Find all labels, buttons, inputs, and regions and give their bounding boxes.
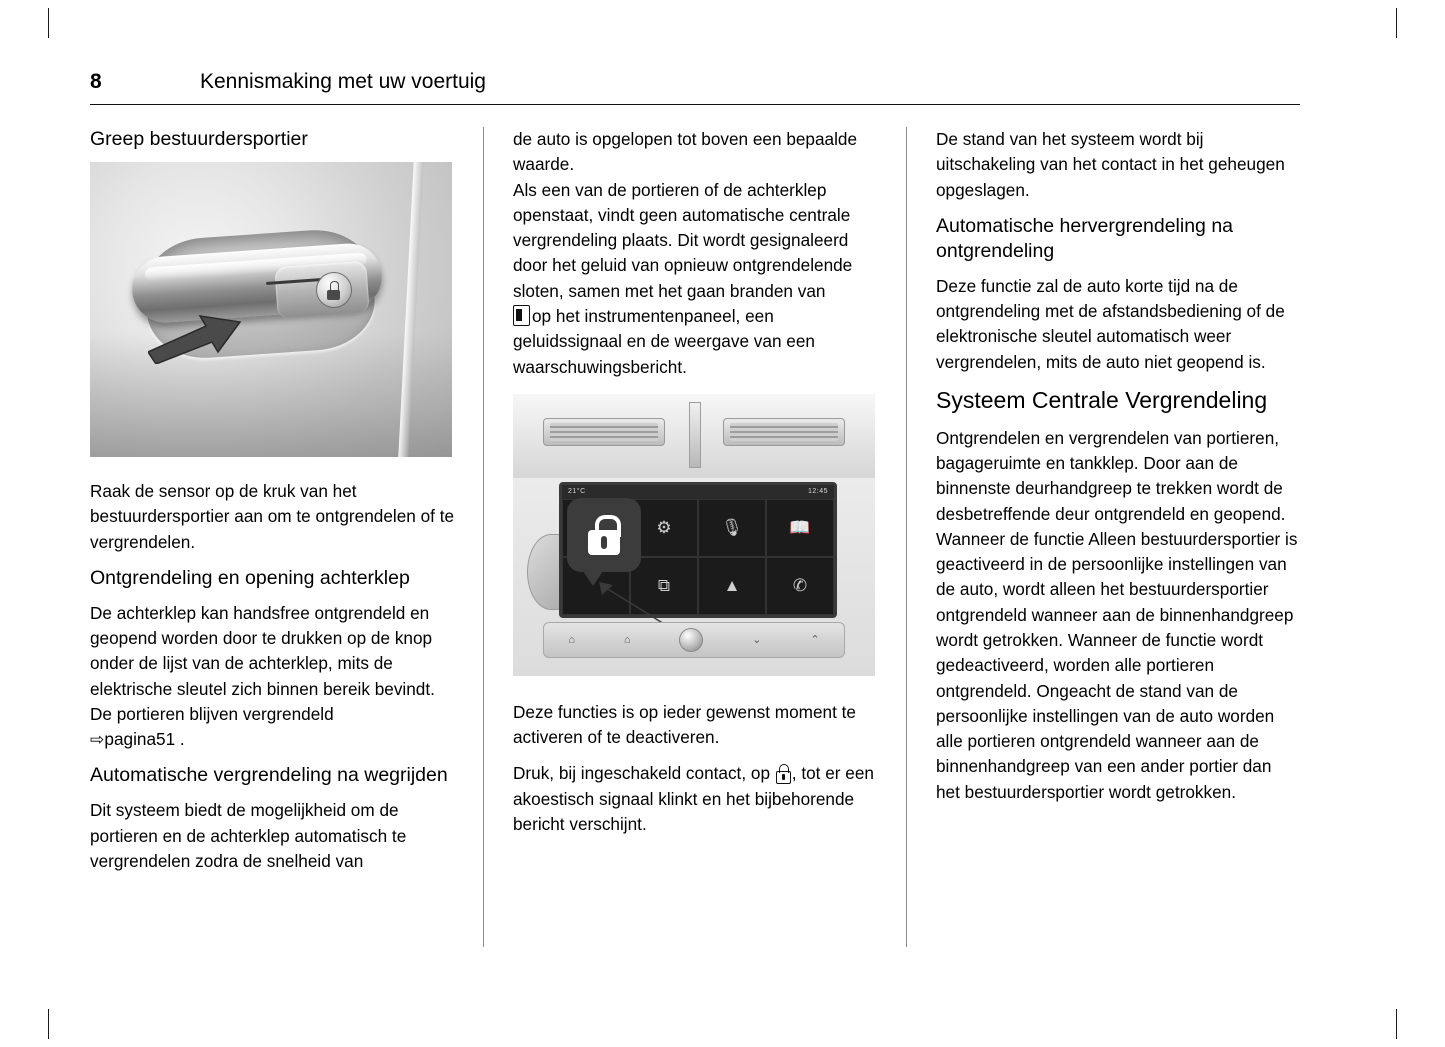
page-reference-label: pagina51 . bbox=[104, 729, 185, 750]
lock-cylinder-icon bbox=[316, 272, 352, 308]
heading-central-locking: Systeem Centrale Vergrendeling bbox=[936, 386, 1268, 413]
paragraph-doors-locked: De portieren blijven vergrendeld bbox=[90, 703, 334, 724]
crop-mark-top-left bbox=[48, 8, 49, 38]
crop-mark-bottom-right bbox=[1396, 1009, 1397, 1039]
page-header bbox=[90, 70, 1300, 105]
paragraph-instrument-icon bbox=[513, 304, 877, 380]
heading-door-handle: Greep bestuurdersportier bbox=[90, 128, 308, 150]
infotainment-screen-illustration bbox=[513, 394, 875, 676]
lock-button-icon bbox=[776, 764, 791, 784]
page-number: 8 bbox=[90, 70, 102, 93]
paragraph-press-button bbox=[513, 761, 877, 837]
paragraph-instrument-icon-text: op het instrumentenpaneel, een geluidssignaal en de weergave van een waarschuwingsbericht. bbox=[513, 305, 815, 377]
page-title: Kennismaking met uw voertuig bbox=[200, 70, 486, 93]
paragraph-relock: Deze functie zal de auto korte tijd na de ontgrendeling met de afstandsbediening of de elektronische sleutel automatisch weer vergrendelen, mits de auto niet geopend is. bbox=[936, 275, 1285, 372]
status-clock: 12:45 bbox=[807, 487, 828, 495]
door-open-warning-icon bbox=[513, 305, 530, 326]
volume-knob[interactable] bbox=[679, 628, 703, 652]
paragraph-speed-continued: de auto is opgelopen tot boven een bepaalde waarde. bbox=[513, 129, 858, 175]
paragraph-sensor: Raak de sensor op de kruk van het bestuurdersportier aan om te ontgrendelen of te vergrendelen. bbox=[90, 480, 455, 552]
book-tile[interactable]: 📖 bbox=[766, 499, 834, 557]
crop-mark-bottom-left bbox=[48, 1009, 49, 1039]
screen-status-bar bbox=[562, 485, 834, 499]
column-left bbox=[90, 127, 454, 962]
lock-popup-icon bbox=[567, 498, 641, 572]
paragraph-press-pre: Druk, bij ingeschakeld contact, op bbox=[513, 763, 770, 784]
home-button-icon[interactable]: ⌂ bbox=[568, 633, 576, 646]
paragraph-press-post: , tot er een akoestisch signaal klinkt en het bijbehorende bericht verschijnt. bbox=[513, 763, 874, 834]
page-reference: ⇨pagina51 . bbox=[90, 729, 185, 750]
paragraph-auto-lock: Dit systeem biedt de mogelijkheid om de portieren en de achterklep automatisch te vergrendelen zodra de snelheid van bbox=[90, 800, 407, 871]
settings-tile[interactable]: ⚙ bbox=[630, 499, 698, 557]
menu-button-icon[interactable]: ⌂ bbox=[623, 633, 631, 646]
paragraph-activate: Deze functies is op ieder gewenst moment te activeren of te deactiveren. bbox=[513, 701, 856, 748]
air-vent-left bbox=[543, 418, 665, 446]
door-handle-illustration bbox=[90, 162, 452, 457]
screen-mirror-tile[interactable]: ⧉ bbox=[630, 557, 698, 615]
page-columns bbox=[90, 127, 1300, 962]
pointer-arrow-icon bbox=[148, 312, 278, 364]
paragraph-central-2: Wanneer de functie Alleen bestuurdersportier is geactiveerd in de persoonlijke instellingen van de auto, wordt alleen het bestuurdersportier ontgrendeld wanneer aan de binnenhandgreep wordt getrokken. Wanneer de functie wordt gedeactiveerd, worden alle portieren ontgrendeld. Ongeacht de stand van de persoonlijke instellingen van de auto worden alle portieren ontgrendeld wanneer aan de binnenhandgreep van een ander portier dan het bestuurdersportier wordt getrokken. bbox=[936, 528, 1298, 802]
column-divider-1 bbox=[483, 127, 484, 947]
status-temperature: 21°C bbox=[568, 487, 586, 495]
center-console-controls bbox=[543, 622, 845, 658]
heading-auto-relock: Automatische hervergrendeling na ontgrendeling bbox=[936, 214, 1234, 262]
navigation-tile[interactable]: ▲ bbox=[698, 557, 766, 615]
paragraph-tailgate: De achterklep kan handsfree ontgrendeld en geopend worden door te drukken op de knop onder de lijst van de achterklep, mits de elektrische sleutel zich binnen bereik bevindt. bbox=[90, 602, 435, 699]
paragraph-open-door: Als een van de portieren of de achterklep openstaat, vindt geen automatische centrale vergrendeling plaats. Dit wordt gesignaleerd door het geluid van opnieuw ontgrendelende sloten, samen met het gaan branden van bbox=[513, 179, 853, 301]
column-right bbox=[936, 127, 1300, 962]
column-divider-2 bbox=[906, 127, 907, 947]
paragraph-memory: De stand van het systeem wordt bij uitschakeling van het contact in het geheugen opgeslagen. bbox=[936, 129, 1285, 200]
options-button-icon[interactable]: ⌃ bbox=[810, 634, 820, 647]
column-middle bbox=[513, 127, 877, 962]
paragraph-central-1: Ontgrendelen en vergrendelen van portieren, bagageruimte en tankklep. Door aan de binnenste deurhandgreep te trekken wordt de desbetreffende deur ontgrendeld en geopend. bbox=[936, 427, 1286, 524]
heading-tailgate-unlock: Ontgrendeling en opening achterklep bbox=[90, 566, 410, 589]
heading-auto-lock: Automatische vergrendeling na wegrijden bbox=[90, 764, 448, 787]
voice-tile[interactable]: 🎙 bbox=[698, 499, 766, 557]
phone-tile[interactable]: ✆ bbox=[766, 557, 834, 615]
manual-page bbox=[90, 70, 1300, 970]
back-button-icon[interactable]: ⌄ bbox=[752, 634, 762, 647]
crop-mark-top-right bbox=[1396, 8, 1397, 38]
air-vent-right bbox=[723, 418, 845, 446]
